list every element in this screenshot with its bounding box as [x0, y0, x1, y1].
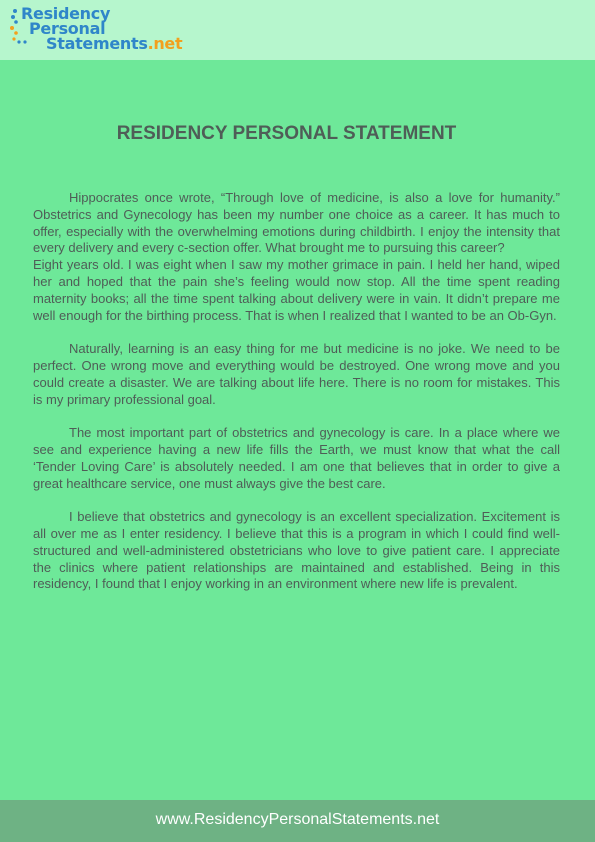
document-area [0, 60, 595, 800]
statement-body [33, 190, 560, 610]
footer-url-link[interactable]: www.ResidencyPersonalStatements.net [155, 811, 440, 828]
page-title: RESIDENCY PERSONAL STATEMENT [116, 123, 457, 144]
paragraph-2: Eight years old. I was eight when I saw my mother grimace in pain. I held her hand, wiped her and hoped that the pain she’s feeling would now stop. All the time spent reading maternity books; all the time spent talking about delivery were in vain. It didn’t prepare me well enough for the birthing process. That is when I realized that I wanted to be an Ob-Gyn. [33, 257, 560, 323]
paragraph-4: The most important part of obstetrics and gynecology is care. In a place where we see and experience having a new life fills the Earth, we must know that what the call ‘Tender Loving Care’ is absolutely needed. I am one that believes that in order to give a great healthcare service, one must always give the best care. [33, 425, 560, 491]
logo-line-1: Residency [21, 4, 111, 23]
paragraph-3: Naturally, learning is an easy thing for me but medicine is no joke. We need to be perfect. One wrong move and everything would be destroyed. One wrong move and you could create a disaster. We are talking about life here. There is no room for mistakes. This is my primary professional goal. [33, 341, 560, 407]
logo-suffix: .net [147, 34, 183, 54]
logo-statements: Statements [46, 34, 148, 54]
site-logo[interactable] [10, 6, 225, 56]
paragraph-5: I believe that obstetrics and gynecology is an excellent specialization. Excitement is all over me as I enter residency. I believe that this is a program in which I could find well-structured and well-administered obstetricians who love to give patient care. I appreciate the clinics where patient relationships are maintained and established. Being in this residency, I found that I enjoy working in an environment where new life is prevalent. [33, 509, 560, 592]
logo-line-2: Personal [29, 19, 106, 39]
header-bar [0, 0, 595, 60]
logo-line-3 [21, 34, 183, 54]
paragraph-1: Hippocrates once wrote, “Through love of medicine, is also a love for humanity.” Obstetrics and Gynecology has been my number one choice as a career. It has much to offer, especially with the overwhelming emotions during childbirth. I enjoy the intensity that every delivery and every c-section offer. What brought me to pursuing this career? [33, 190, 560, 256]
logo-wordmark [21, 6, 182, 52]
footer-bar [0, 800, 595, 842]
